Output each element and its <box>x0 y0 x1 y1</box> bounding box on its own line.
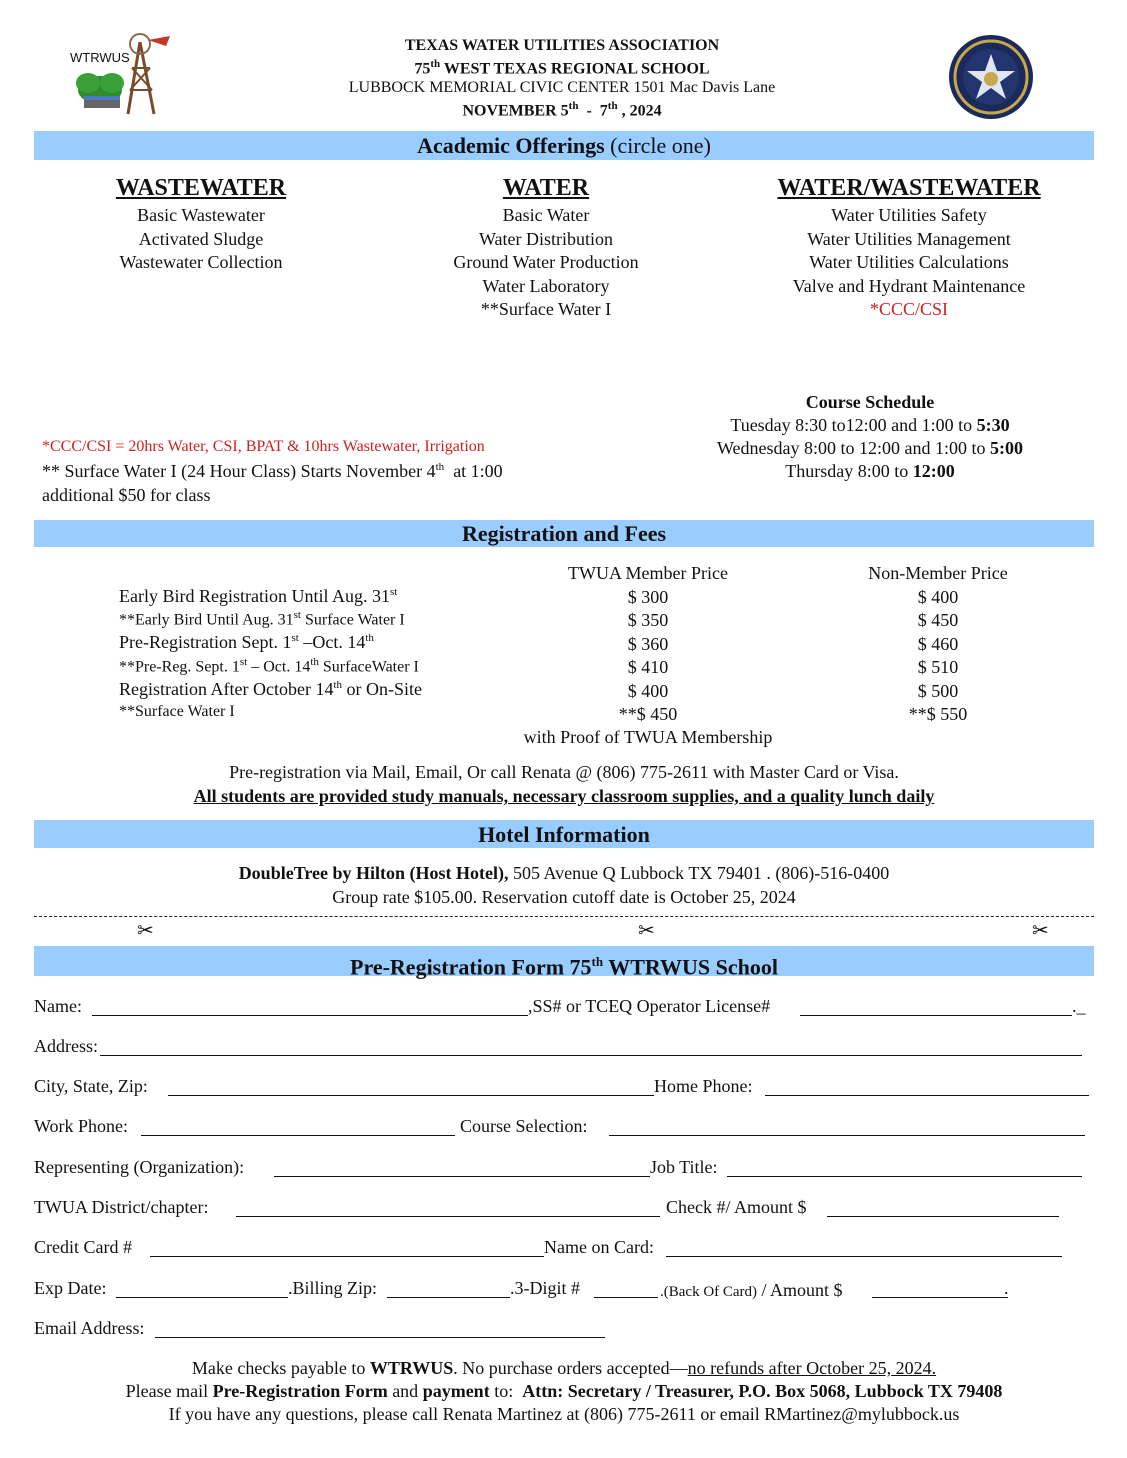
academic-offerings-bar: Academic Offerings (circle one) <box>34 131 1094 160</box>
course-item: Ground Water Production <box>453 252 639 272</box>
representing-label: Representing (Organization): <box>34 1157 245 1177</box>
work-phone-label: Work Phone: <box>34 1116 129 1136</box>
city-state-zip-label: City, State, Zip: <box>34 1076 148 1096</box>
footer-mail: Please mail Pre-Registration Form and payment to: Attn: Secretary / Treasurer, P.O. Box 5068, Lubbock TX 79408 <box>125 1381 1003 1401</box>
footer-payable: Make checks payable to WTRWUS. No purchase orders accepted—no refunds after October 25, 2024. <box>191 1358 937 1378</box>
member-price: $ 360 <box>627 633 669 654</box>
member-price: $ 400 <box>627 680 669 701</box>
course-item: Basic Wastewater <box>137 205 265 225</box>
member-price-header: TWUA Member Price <box>568 563 728 583</box>
course-item: Valve and Hydrant Maintenance <box>792 275 1026 296</box>
supplies-note: All students are provided study manuals, necessary classroom supplies, and a quality lunch daily <box>193 786 935 806</box>
member-price: $ 410 <box>627 657 669 678</box>
credit-card-field[interactable] <box>150 1256 544 1257</box>
course-item: Wastewater Collection <box>119 252 283 272</box>
member-price: $ 300 <box>627 587 669 607</box>
license-label: ,SS# or TCEQ Operator License# <box>528 996 771 1016</box>
course-item: Water Laboratory <box>482 275 610 296</box>
registration-fees-bar: Registration and Fees <box>34 520 1094 547</box>
course-item: Activated Sludge <box>138 228 264 249</box>
exp-date-field[interactable] <box>116 1297 288 1298</box>
association-name: TEXAS WATER UTILITIES ASSOCIATION <box>404 37 720 54</box>
schedule-thursday: Thursday 8:00 to 12:00 <box>785 461 955 481</box>
nonmember-price: $ 500 <box>917 680 959 701</box>
fee-row: Pre-Registration Sept. 1st –Oct. 14th <box>119 632 374 652</box>
billing-zip-label: .Billing Zip: <box>288 1278 378 1298</box>
course-item: Water Distribution <box>478 228 614 249</box>
district-field[interactable] <box>236 1216 660 1217</box>
amount-field[interactable] <box>872 1297 1008 1298</box>
nonmember-price: $ 450 <box>917 610 959 631</box>
course-item: **Surface Water I <box>480 299 612 319</box>
preregistration-form-bar: Pre-Registration Form 75th WTRWUS School <box>34 946 1094 976</box>
preregistration-note: Pre-registration via Mail, Email, Or call Renata @ (806) 775-2611 with Master Card or Visa. <box>229 762 899 782</box>
member-price: $ 350 <box>627 610 669 631</box>
home-phone-label: Home Phone: <box>654 1076 753 1096</box>
footer-contact: If you have any questions, please call Renata Martinez at (806) 775-2611 or email RMartinez@mylubbock.us <box>168 1404 960 1424</box>
nonmember-price: $ 510 <box>917 657 959 678</box>
member-prices <box>548 586 748 726</box>
course-schedule <box>680 391 1060 483</box>
job-title-label: Job Title: <box>650 1157 718 1177</box>
school-name: 75th WEST TEXAS REGIONAL SCHOOL <box>414 58 710 78</box>
proof-membership-note: with Proof of TWUA Membership <box>523 727 773 747</box>
seal-icon <box>948 34 1034 120</box>
billing-zip-field[interactable] <box>387 1297 510 1298</box>
nonmember-prices <box>838 586 1038 726</box>
wastewater-title: WASTEWATER <box>115 175 287 201</box>
nonmember-price: $ 460 <box>917 633 959 654</box>
three-digit-field[interactable] <box>594 1297 658 1298</box>
name-label: Name: <box>34 996 82 1016</box>
windmill-icon <box>62 28 182 118</box>
email-label: Email Address: <box>34 1318 145 1338</box>
course-item: Basic Water <box>502 205 590 225</box>
member-price: **$ 450 <box>618 704 678 725</box>
name-on-card-label: Name on Card: <box>544 1237 654 1257</box>
nonmember-price: **$ 550 <box>908 704 968 725</box>
email-field[interactable] <box>155 1337 605 1338</box>
course-item: Water Utilities Calculations <box>809 252 1009 272</box>
cut-line <box>34 916 1094 917</box>
fee-row: **Early Bird Until Aug. 31st Surface Water I <box>119 609 405 629</box>
district-label: TWUA District/chapter: <box>34 1197 209 1217</box>
fee-row: **Pre-Reg. Sept. 1st – Oct. 14th SurfaceWater I <box>119 656 419 676</box>
course-item: Water Utilities Management <box>807 228 1011 249</box>
check-amount-label: Check #/ Amount $ <box>666 1197 807 1217</box>
city-state-zip-field[interactable] <box>168 1095 654 1096</box>
schedule-tuesday: Tuesday 8:30 to12:00 and 1:00 to 5:30 <box>730 415 1010 435</box>
three-digit-label: .3-Digit # <box>510 1278 580 1298</box>
check-amount-field[interactable] <box>827 1216 1059 1217</box>
wtrwus-logo <box>62 28 182 118</box>
course-item-ccc-csi: *CCC/CSI <box>869 299 949 319</box>
course-item: Water Utilities Safety <box>831 205 987 225</box>
hotel-address: DoubleTree by Hilton (Host Hotel), 505 Avenue Q Lubbock TX 79401 . (806)-516-0400 <box>238 863 890 883</box>
job-title-field[interactable] <box>727 1176 1082 1177</box>
wastewater-column <box>60 174 342 275</box>
representing-field[interactable] <box>274 1176 650 1177</box>
address-field[interactable] <box>100 1055 1082 1056</box>
exp-date-label: Exp Date: <box>34 1278 107 1298</box>
back-of-card-label: .(Back Of Card) / Amount $ <box>660 1280 843 1300</box>
hotel-rate: Group rate $105.00. Reservation cutoff date is October 25, 2024 <box>332 887 796 907</box>
name-field[interactable] <box>92 1015 528 1016</box>
schedule-title: Course Schedule <box>805 392 935 412</box>
fee-row: **Surface Water I <box>119 703 235 720</box>
water-title: WATER <box>502 175 590 201</box>
surface-water-note: ** Surface Water I (24 Hour Class) Starts November 4th at 1:00 <box>42 461 503 481</box>
scissors-icon: ✂ <box>137 920 154 942</box>
venue: LUBBOCK MEMORIAL CIVIC CENTER 1501 Mac Davis Lane <box>348 79 776 97</box>
amount-end: . <box>1004 1278 1009 1298</box>
home-phone-field[interactable] <box>765 1095 1089 1096</box>
seal-logo <box>948 34 1034 120</box>
credit-card-label: Credit Card # <box>34 1237 132 1257</box>
fee-row: Registration After October 14th or On-Site <box>119 679 423 699</box>
license-field[interactable] <box>800 1015 1072 1016</box>
water-column <box>405 174 687 322</box>
water-wastewater-title: WATER/WASTEWATER <box>777 175 1041 201</box>
logo-text: WTRWUS <box>70 50 130 65</box>
water-wastewater-column <box>738 174 1080 322</box>
footer <box>34 1357 1094 1426</box>
hotel-information-bar: Hotel Information <box>34 820 1094 848</box>
name-on-card-field[interactable] <box>666 1256 1062 1257</box>
course-selection-label: Course Selection: <box>460 1116 588 1136</box>
event-dates: NOVEMBER 5th - 7th , 2024 <box>462 100 662 120</box>
event-header <box>250 36 874 121</box>
fee-row: Early Bird Registration Until Aug. 31st <box>119 586 398 606</box>
license-end: ._ <box>1072 996 1086 1016</box>
work-phone-field[interactable] <box>141 1135 455 1136</box>
course-selection-field[interactable] <box>609 1135 1085 1136</box>
ccc-csi-note: *CCC/CSI = 20hrs Water, CSI, BPAT & 10hrs Wastewater, Irrigation <box>42 438 485 455</box>
address-label: Address: <box>34 1036 98 1056</box>
nonmember-price: $ 400 <box>917 587 959 607</box>
scissors-icon: ✂ <box>1032 920 1049 942</box>
surface-water-fee-note: additional $50 for class <box>42 485 211 505</box>
nonmember-price-header: Non-Member Price <box>868 563 1008 583</box>
schedule-wednesday: Wednesday 8:00 to 12:00 and 1:00 to 5:00 <box>716 438 1023 458</box>
scissors-icon: ✂ <box>638 920 655 942</box>
